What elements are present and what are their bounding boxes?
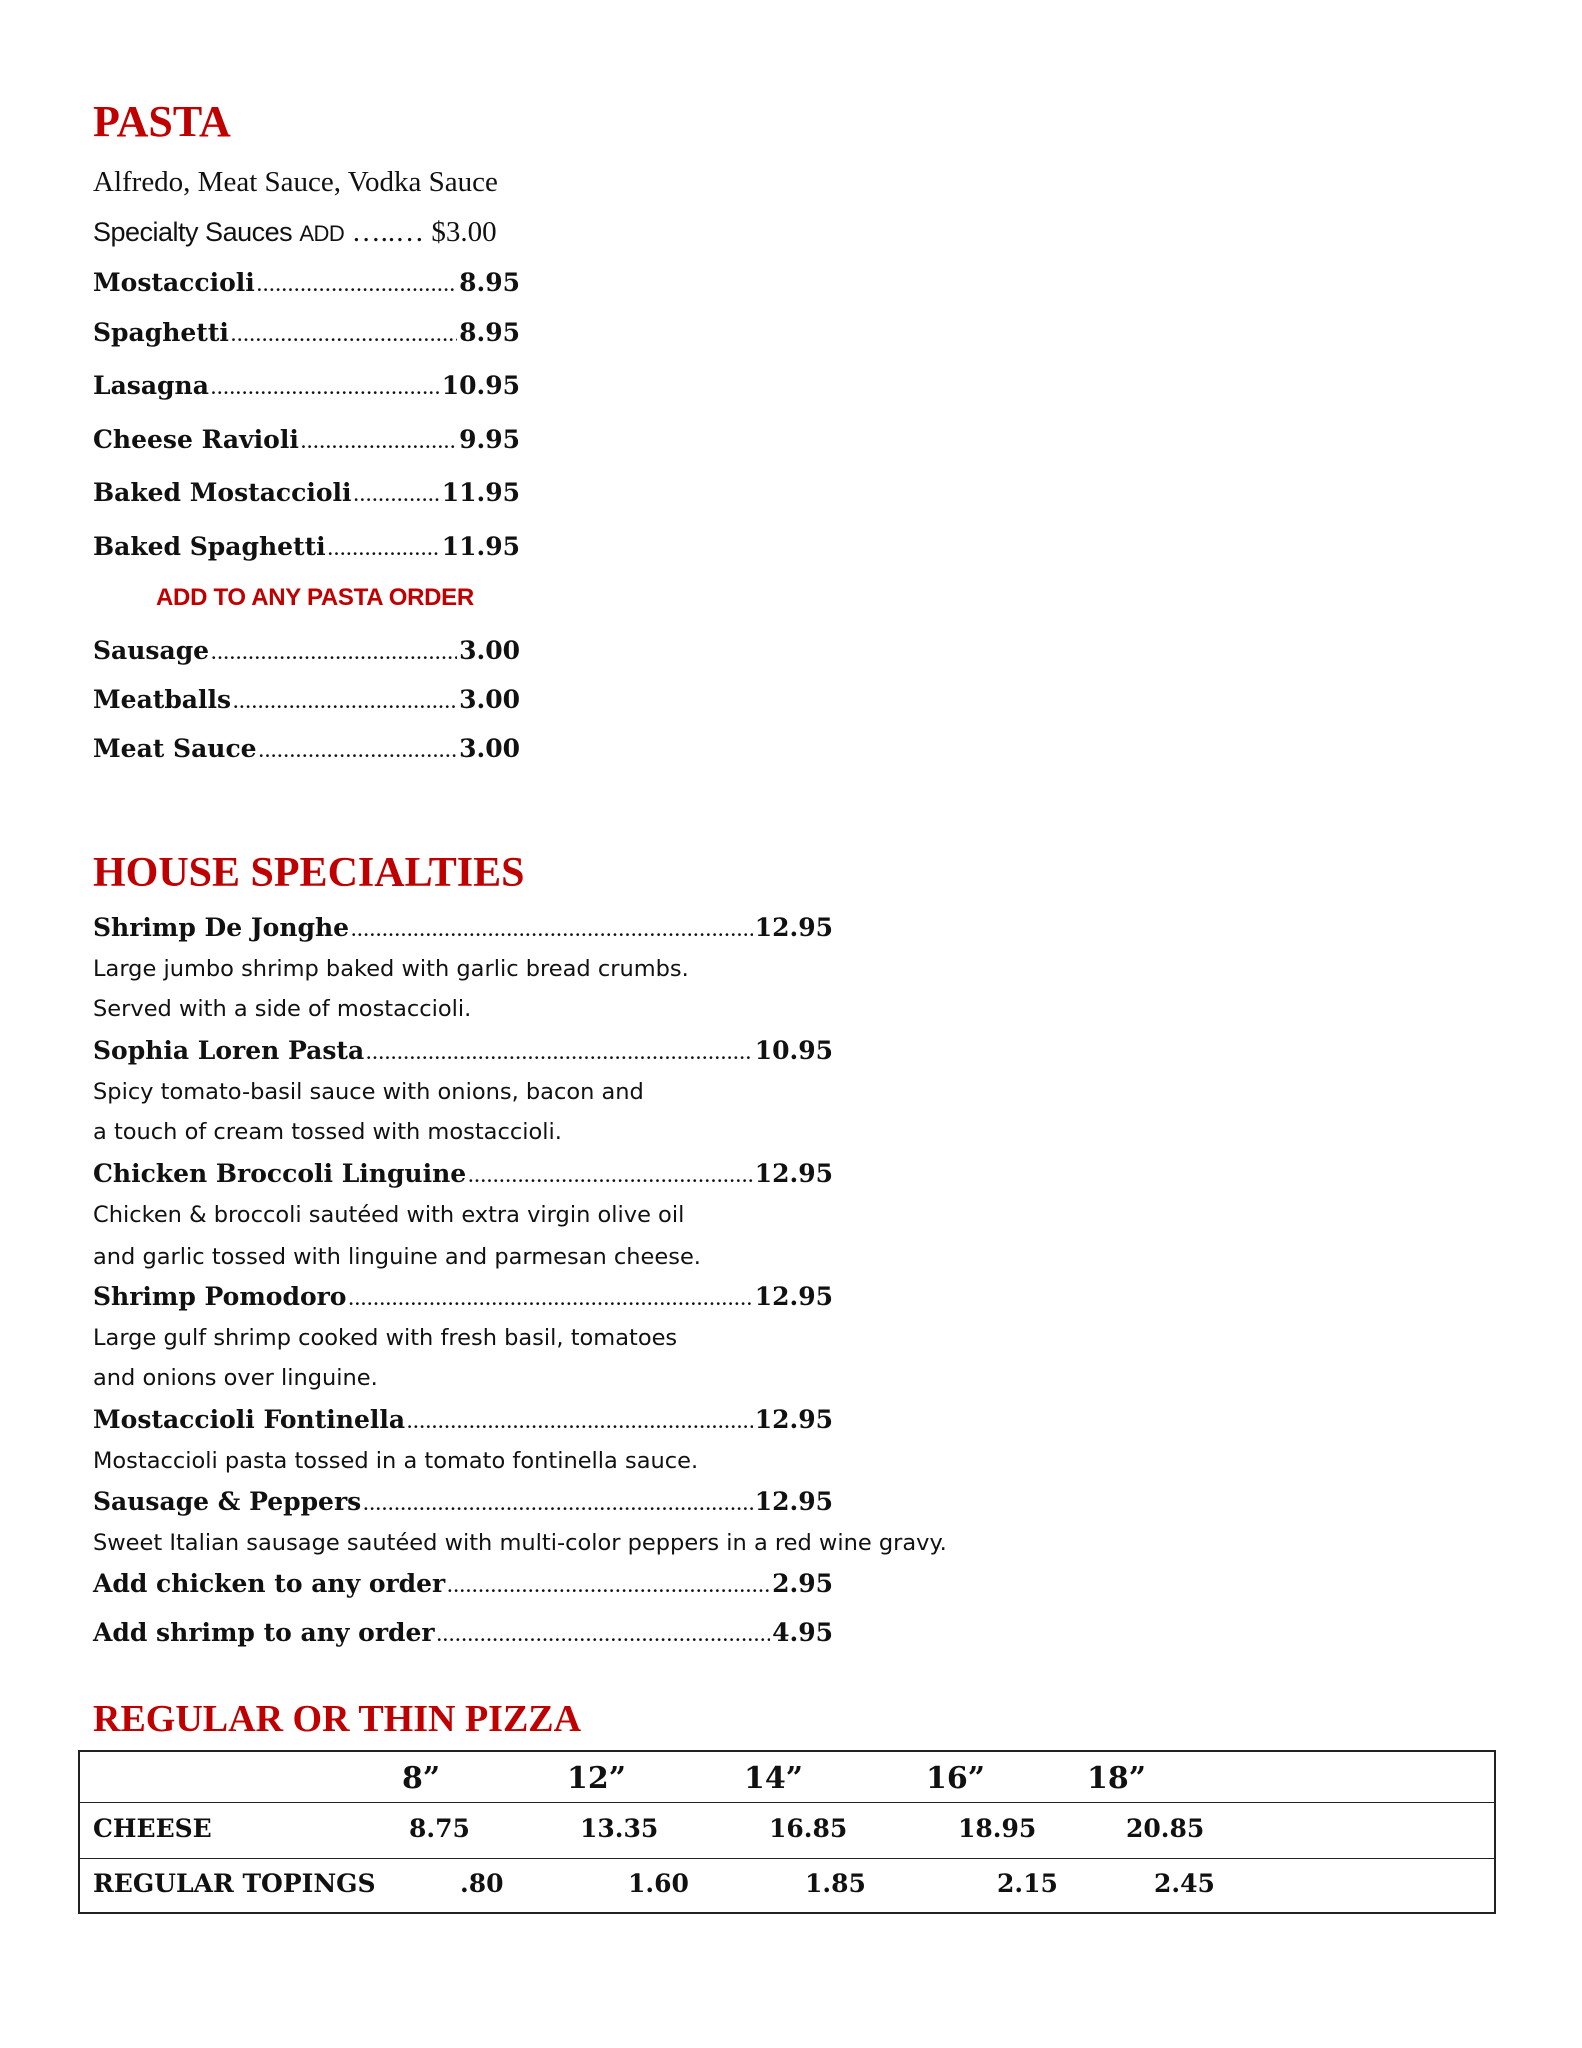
pasta-item-price: 10.95 xyxy=(441,371,520,400)
pizza-size-header: 12” xyxy=(567,1761,627,1796)
specialty-item xyxy=(93,1284,833,1309)
pizza-size-header: 18” xyxy=(1087,1761,1147,1796)
pasta-item-name: Spaghetti xyxy=(93,318,229,347)
specialty-item-description: Large gulf shrimp cooked with fresh basil, tomatoes xyxy=(93,1325,678,1351)
pasta-item xyxy=(93,427,520,452)
pizza-heading: REGULAR OR THIN PIZZA xyxy=(93,1698,582,1740)
pizza-price-cell: 2.15 xyxy=(997,1869,1058,1898)
specialty-item-name: Shrimp Pomodoro xyxy=(93,1282,347,1311)
pizza-price-cell: 16.85 xyxy=(769,1814,848,1843)
pasta-item-name: Baked Spaghetti xyxy=(93,532,326,561)
pizza-price-cell: 1.85 xyxy=(805,1869,866,1898)
specialty-sauces-price: $3.00 xyxy=(431,216,497,248)
pasta-item-price: 11.95 xyxy=(441,478,520,507)
specialty-addon-name: Add shrimp to any order xyxy=(93,1618,435,1647)
pizza-size-header: 16” xyxy=(926,1761,986,1796)
specialty-item-price: 12.95 xyxy=(754,913,833,942)
specialty-addon-name: Add chicken to any order xyxy=(93,1569,446,1598)
specialty-item-name: Shrimp De Jonghe xyxy=(93,913,350,942)
specialty-sauces-dots: …..… xyxy=(351,216,425,248)
pasta-item xyxy=(93,480,520,505)
specialty-addon-price: 2.95 xyxy=(772,1569,833,1598)
specialty-addon-item xyxy=(93,1620,833,1645)
pasta-item xyxy=(93,534,520,559)
pizza-price-cell: .80 xyxy=(460,1869,504,1898)
specialty-item xyxy=(93,1489,833,1514)
house-specialties-heading: HOUSE SPECIALTIES xyxy=(93,850,525,896)
pasta-addon-name: Sausage xyxy=(93,636,210,665)
pasta-addon-name: Meat Sauce xyxy=(93,734,257,763)
specialty-item xyxy=(93,1407,833,1432)
pizza-size-header: 14” xyxy=(744,1761,804,1796)
pizza-row-label: REGULAR TOPINGS xyxy=(93,1869,376,1898)
pizza-price-cell: 2.45 xyxy=(1154,1869,1215,1898)
pasta-addon-price: 3.00 xyxy=(459,636,520,665)
specialty-item-description: Spicy tomato-basil sauce with onions, bacon and xyxy=(93,1079,644,1105)
pizza-price-table xyxy=(78,1750,1496,1914)
specialty-item-name: Sausage & Peppers xyxy=(93,1487,362,1516)
specialty-item-price: 12.95 xyxy=(754,1405,833,1434)
pasta-addon-heading: ADD TO ANY PASTA ORDER xyxy=(156,584,474,611)
pasta-item-name: Cheese Ravioli xyxy=(93,425,299,454)
pasta-item-name: Mostaccioli xyxy=(93,268,255,297)
pasta-addon-price: 3.00 xyxy=(459,685,520,714)
pizza-price-cell: 1.60 xyxy=(628,1869,689,1898)
specialty-item-description: Served with a side of mostaccioli. xyxy=(93,996,472,1022)
pasta-addon-item xyxy=(93,687,520,712)
pizza-size-header: 8” xyxy=(402,1761,441,1796)
specialty-item xyxy=(93,915,833,940)
specialty-sauces-line xyxy=(93,218,497,247)
specialty-item-name: Chicken Broccoli Linguine xyxy=(93,1159,467,1188)
specialty-item-name: Sophia Loren Pasta xyxy=(93,1036,365,1065)
specialty-addon-price: 4.95 xyxy=(772,1618,833,1647)
pasta-item-name: Lasagna xyxy=(93,371,209,400)
pasta-addon-item xyxy=(93,638,520,663)
pasta-item-price: 8.95 xyxy=(459,318,520,347)
specialty-item-description: Large jumbo shrimp baked with garlic bread crumbs. xyxy=(93,956,689,982)
pizza-row-label: CHEESE xyxy=(93,1814,212,1843)
specialty-item-price: 12.95 xyxy=(754,1282,833,1311)
pasta-addon-price: 3.00 xyxy=(459,734,520,763)
specialty-sauces-add: ADD xyxy=(299,221,345,246)
specialty-item-description: a touch of cream tossed with mostaccioli. xyxy=(93,1119,562,1145)
table-row-divider xyxy=(80,1858,1494,1859)
specialty-item xyxy=(93,1038,833,1063)
pasta-item-price: 11.95 xyxy=(441,532,520,561)
pizza-price-cell: 20.85 xyxy=(1126,1814,1205,1843)
specialty-item-description: Chicken & broccoli sautéed with extra virgin olive oil xyxy=(93,1202,685,1228)
pasta-item-price: 8.95 xyxy=(459,268,520,297)
pasta-item-name: Baked Mostaccioli xyxy=(93,478,352,507)
specialty-item-price: 12.95 xyxy=(754,1487,833,1516)
table-row-divider xyxy=(80,1802,1494,1803)
specialty-item-description: Mostaccioli pasta tossed in a tomato fontinella sauce. xyxy=(93,1448,699,1474)
specialty-item-name: Mostaccioli Fontinella xyxy=(93,1405,406,1434)
pasta-item xyxy=(93,373,520,398)
specialty-addon-item xyxy=(93,1571,833,1596)
specialty-item-description: and garlic tossed with linguine and parmesan cheese. xyxy=(93,1244,701,1270)
pasta-addon-name: Meatballs xyxy=(93,685,232,714)
pizza-price-cell: 8.75 xyxy=(409,1814,470,1843)
specialty-item-price: 12.95 xyxy=(754,1159,833,1188)
pizza-price-cell: 18.95 xyxy=(958,1814,1037,1843)
pizza-price-cell: 13.35 xyxy=(580,1814,659,1843)
specialty-item-description: and onions over linguine. xyxy=(93,1365,378,1391)
pasta-sauces: Alfredo, Meat Sauce, Vodka Sauce xyxy=(93,166,498,198)
specialty-item-description: Sweet Italian sausage sautéed with multi-color peppers in a red wine gravy. xyxy=(93,1530,947,1556)
pasta-item-price: 9.95 xyxy=(459,425,520,454)
specialty-sauces-label: Specialty Sauces xyxy=(93,217,293,247)
pasta-item xyxy=(93,270,520,295)
pasta-heading: PASTA xyxy=(93,97,231,146)
pasta-addon-item xyxy=(93,736,520,761)
specialty-item xyxy=(93,1161,833,1186)
pasta-item xyxy=(93,320,520,345)
specialty-item-price: 10.95 xyxy=(754,1036,833,1065)
